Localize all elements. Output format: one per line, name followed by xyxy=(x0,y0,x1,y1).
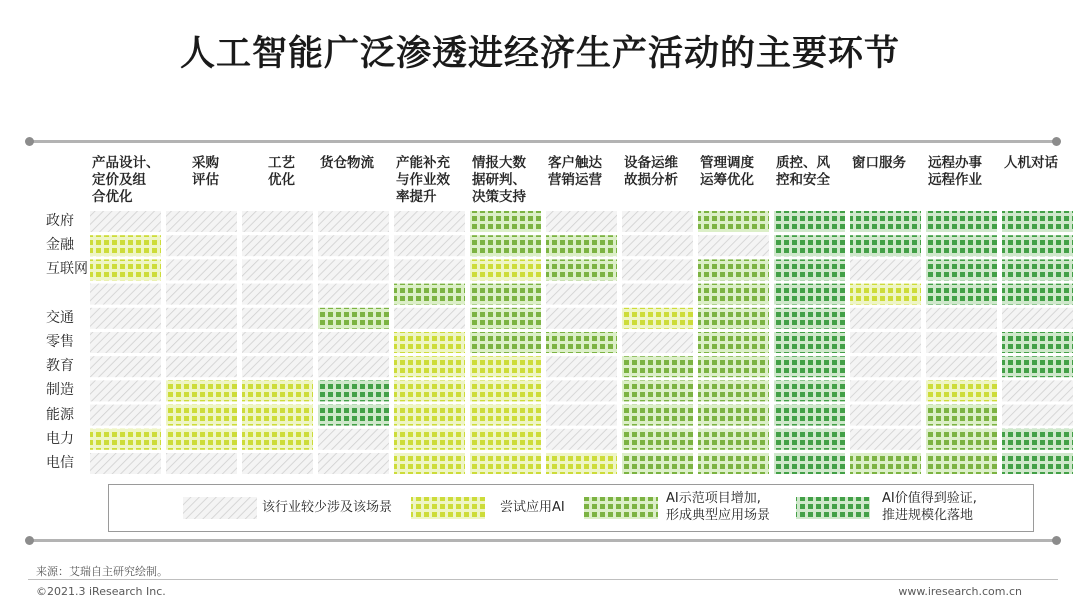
row-label: 制造 xyxy=(46,382,74,399)
column-header: 管理调度 运筹优化 xyxy=(700,155,754,188)
source-note: 来源：艾瑞自主研究绘制。 xyxy=(36,565,168,578)
heatmap-cell xyxy=(1002,332,1073,353)
heatmap-cell xyxy=(850,405,921,426)
heatmap-cell xyxy=(90,211,161,232)
footer-divider xyxy=(28,579,1058,580)
heatmap-cell xyxy=(470,453,541,474)
heatmap-cell xyxy=(622,332,693,353)
heatmap-cell xyxy=(774,211,845,232)
heatmap-cell xyxy=(470,284,541,305)
heatmap-cell xyxy=(546,380,617,401)
legend-label: AI示范项目增加, 形成典型应用场景 xyxy=(666,491,771,523)
heatmap-cell xyxy=(394,405,465,426)
heatmap-cell xyxy=(774,259,845,280)
heatmap-cell xyxy=(546,429,617,450)
heatmap-cell xyxy=(622,380,693,401)
heatmap-cell xyxy=(774,453,845,474)
heatmap-cell xyxy=(394,380,465,401)
row-label: 互联网 xyxy=(46,261,88,278)
column-header: 产能补充 与作业效 率提升 xyxy=(396,155,450,205)
heatmap-cell xyxy=(394,259,465,280)
heatmap-cell xyxy=(698,453,769,474)
heatmap-cell xyxy=(166,356,237,377)
column-header: 采购 评估 xyxy=(192,155,219,188)
heatmap-cell xyxy=(242,284,313,305)
heatmap-cell xyxy=(850,308,921,329)
heatmap-cell xyxy=(470,429,541,450)
heatmap-cell xyxy=(774,284,845,305)
heatmap-cell xyxy=(698,211,769,232)
heatmap-cell xyxy=(166,284,237,305)
row-label: 金融 xyxy=(46,237,74,254)
heatmap-cell xyxy=(774,405,845,426)
heatmap-cell xyxy=(166,453,237,474)
heatmap-cell xyxy=(90,405,161,426)
heatmap-cell xyxy=(1002,429,1073,450)
heatmap-cell xyxy=(774,380,845,401)
heatmap-cell xyxy=(850,332,921,353)
heatmap-cell xyxy=(850,284,921,305)
heatmap-cell xyxy=(698,356,769,377)
heatmap-cell xyxy=(166,429,237,450)
heatmap-cell xyxy=(90,284,161,305)
heatmap-cell xyxy=(926,356,997,377)
heatmap-cell xyxy=(546,259,617,280)
heatmap-cell xyxy=(470,405,541,426)
column-header: 货仓物流 xyxy=(320,155,374,171)
heatmap-cell xyxy=(166,380,237,401)
heatmap-cell xyxy=(1002,211,1073,232)
heatmap-cell xyxy=(242,211,313,232)
heatmap-cell xyxy=(622,211,693,232)
heatmap-cell xyxy=(622,235,693,256)
website-url: www.iresearch.com.cn xyxy=(898,585,1022,598)
heatmap-cell xyxy=(546,453,617,474)
heatmap-cell xyxy=(470,259,541,280)
heatmap-cell xyxy=(926,308,997,329)
row-label: 零售 xyxy=(46,334,74,350)
heatmap-cell xyxy=(470,235,541,256)
column-header: 情报大数 据研判、 决策支持 xyxy=(472,155,526,205)
legend-label: AI价值得到验证, 推进规模化落地 xyxy=(882,491,977,523)
column-header: 工艺 优化 xyxy=(268,155,295,188)
heatmap-cell xyxy=(1002,405,1073,426)
heatmap-cell xyxy=(622,356,693,377)
column-header: 质控、风 控和安全 xyxy=(776,155,830,188)
heatmap-cell xyxy=(622,308,693,329)
page-title: 人工智能广泛渗透进经济生产活动的主要环节 xyxy=(179,34,900,74)
heatmap-cell xyxy=(774,356,845,377)
heatmap-cell xyxy=(774,332,845,353)
heatmap-cell xyxy=(318,380,389,401)
heatmap-cell xyxy=(622,453,693,474)
heatmap-cell xyxy=(850,259,921,280)
heatmap-cell xyxy=(1002,284,1073,305)
heatmap-cell xyxy=(90,259,161,280)
heatmap-cell xyxy=(698,332,769,353)
heatmap-cell xyxy=(622,429,693,450)
heatmap-cell xyxy=(698,380,769,401)
row-label: 电信 xyxy=(46,455,74,471)
heatmap-cell xyxy=(546,284,617,305)
heatmap-cell xyxy=(242,235,313,256)
heatmap-cell xyxy=(926,405,997,426)
heatmap-cell xyxy=(242,405,313,426)
heatmap-cell xyxy=(698,308,769,329)
row-label: 政府 xyxy=(46,213,74,229)
heatmap-cell xyxy=(774,235,845,256)
heatmap-cell xyxy=(850,429,921,450)
heatmap-cell xyxy=(90,380,161,401)
heatmap-cell xyxy=(698,259,769,280)
heatmap-cell xyxy=(394,356,465,377)
heatmap-cell xyxy=(90,453,161,474)
heatmap-cell xyxy=(546,332,617,353)
heatmap-cell xyxy=(622,259,693,280)
heatmap-cell xyxy=(90,356,161,377)
heatmap-cell xyxy=(166,235,237,256)
heatmap-cell xyxy=(926,380,997,401)
heatmap-cell xyxy=(926,211,997,232)
heatmap-cell xyxy=(850,356,921,377)
heatmap-cell xyxy=(166,332,237,353)
column-header: 产品设计、 定价及组 合优化 xyxy=(92,155,160,205)
heatmap-cell xyxy=(394,308,465,329)
bottom-divider xyxy=(28,539,1058,542)
heatmap-cell xyxy=(926,332,997,353)
heatmap-cell xyxy=(774,429,845,450)
heatmap-cell xyxy=(470,211,541,232)
divider-dot xyxy=(25,536,34,545)
heatmap-cell xyxy=(774,308,845,329)
heatmap-cell xyxy=(242,259,313,280)
heatmap-cell xyxy=(850,453,921,474)
row-label: 能源 xyxy=(46,406,74,423)
heatmap-cell xyxy=(318,332,389,353)
heatmap-cell xyxy=(698,235,769,256)
heatmap-cell xyxy=(394,453,465,474)
heatmap-cell xyxy=(242,380,313,401)
heatmap-cell xyxy=(926,284,997,305)
heatmap-cell xyxy=(698,405,769,426)
heatmap-cell xyxy=(698,429,769,450)
heatmap-cell xyxy=(1002,308,1073,329)
heatmap-cell xyxy=(470,308,541,329)
heatmap-cell xyxy=(394,284,465,305)
legend-label: 该行业较少涉及该场景 xyxy=(262,500,393,515)
heatmap-cell xyxy=(318,453,389,474)
column-header: 窗口服务 xyxy=(852,155,906,171)
heatmap-cell xyxy=(698,284,769,305)
row-label: 电力 xyxy=(46,430,74,447)
heatmap-cell xyxy=(90,429,161,450)
heatmap-cell xyxy=(926,259,997,280)
heatmap-cell xyxy=(166,405,237,426)
heatmap-cell xyxy=(546,211,617,232)
heatmap-cell xyxy=(90,235,161,256)
heatmap-cell xyxy=(622,405,693,426)
divider-dot xyxy=(1052,536,1061,545)
heatmap-cell xyxy=(318,284,389,305)
heatmap-cell xyxy=(318,235,389,256)
heatmap-cell xyxy=(546,308,617,329)
heatmap-cell xyxy=(546,235,617,256)
heatmap-cell xyxy=(242,429,313,450)
heatmap-cell xyxy=(318,308,389,329)
heatmap-cell xyxy=(1002,380,1073,401)
row-label: 交通 xyxy=(46,309,74,326)
heatmap-cell xyxy=(394,429,465,450)
heatmap-cell xyxy=(1002,356,1073,377)
heatmap-cell xyxy=(90,332,161,353)
column-header: 客户触达 营销运营 xyxy=(548,155,602,188)
heatmap-cell xyxy=(926,235,997,256)
heatmap-cell xyxy=(1002,235,1073,256)
row-label: 教育 xyxy=(46,358,74,375)
heatmap-cell xyxy=(470,332,541,353)
heatmap-cell xyxy=(318,429,389,450)
heatmap-cell xyxy=(318,211,389,232)
heatmap-cell xyxy=(394,211,465,232)
column-header: 设备运维 故损分析 xyxy=(624,155,678,188)
heatmap-cell xyxy=(546,405,617,426)
heatmap-cell xyxy=(470,380,541,401)
heatmap-cell xyxy=(394,332,465,353)
heatmap-cell xyxy=(850,380,921,401)
heatmap-cell xyxy=(166,308,237,329)
heatmap-cell xyxy=(1002,453,1073,474)
heatmap-cell xyxy=(166,259,237,280)
column-header: 远程办事 远程作业 xyxy=(928,155,982,188)
heatmap-cell xyxy=(926,453,997,474)
heatmap-cell xyxy=(242,356,313,377)
heatmap-cell xyxy=(622,284,693,305)
heatmap-cell xyxy=(546,356,617,377)
heatmap-cell xyxy=(242,332,313,353)
heatmap-cell xyxy=(1002,259,1073,280)
heatmap-cell xyxy=(318,259,389,280)
heatmap-cell xyxy=(90,308,161,329)
heatmap-cell xyxy=(166,211,237,232)
heatmap-cell xyxy=(470,356,541,377)
heatmap-cell xyxy=(242,308,313,329)
heatmap-cell xyxy=(850,235,921,256)
heatmap-cell xyxy=(318,356,389,377)
legend-label: 尝试应用AI xyxy=(500,500,565,515)
copyright: ©2021.3 iResearch Inc. xyxy=(36,585,166,598)
heatmap-cell xyxy=(242,453,313,474)
heatmap-cell xyxy=(318,405,389,426)
heatmap-cell xyxy=(394,235,465,256)
heatmap-cell xyxy=(926,429,997,450)
column-header: 人机对话 xyxy=(1004,155,1058,171)
heatmap-cell xyxy=(850,211,921,232)
